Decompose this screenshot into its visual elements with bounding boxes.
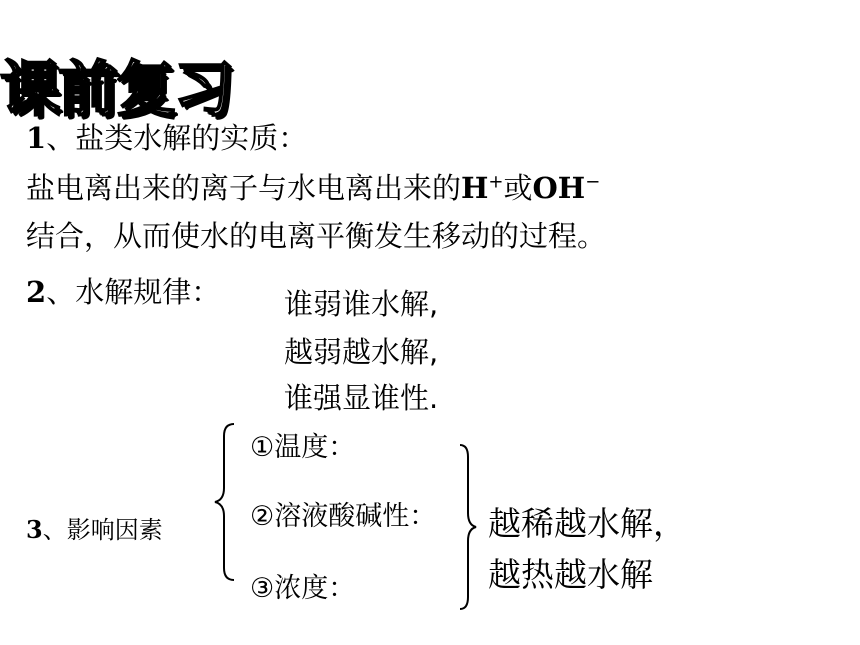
rule-item: 谁弱谁水解, xyxy=(284,287,439,321)
section2-heading-text: 、水解规律： xyxy=(46,275,221,309)
factor-concentration: ③浓度： xyxy=(250,573,356,604)
oh-ion-charge: − xyxy=(585,171,601,193)
section1-line2: 结合，从而使水的电离平衡发生移动的过程。 xyxy=(26,219,607,253)
conclusion-item: 越稀越水解， xyxy=(488,504,686,543)
slide-title: 课前复习 xyxy=(0,55,232,125)
conclusion-item: 越热越水解 xyxy=(488,555,653,594)
section1-number: 1 xyxy=(26,121,47,155)
section2-number: 2 xyxy=(26,275,47,309)
oh-ion-symbol: OH xyxy=(532,171,586,205)
factor-acidity: ②溶液酸碱性： xyxy=(250,501,437,532)
line1-prefix: 盐电离出来的离子与水电离出来的 xyxy=(26,171,462,205)
section3-heading-text: 、影响因素 xyxy=(42,516,163,544)
section1-heading xyxy=(26,116,307,157)
factor-temperature: ①温度： xyxy=(250,432,356,463)
rule-item: 越弱越水解, xyxy=(284,335,439,369)
section2-heading xyxy=(26,270,220,311)
h-ion-charge: + xyxy=(488,171,504,193)
section1-heading-text: 、盐类水解的实质： xyxy=(46,121,308,155)
section3-heading xyxy=(26,510,163,545)
section1-line1 xyxy=(26,166,600,207)
or-text: 或 xyxy=(503,171,533,205)
left-brace xyxy=(212,422,242,582)
right-brace xyxy=(458,443,478,613)
rule-item: 谁强显谁性. xyxy=(284,381,439,415)
h-ion-symbol: H xyxy=(461,171,489,205)
section3-number: 3 xyxy=(26,515,43,544)
